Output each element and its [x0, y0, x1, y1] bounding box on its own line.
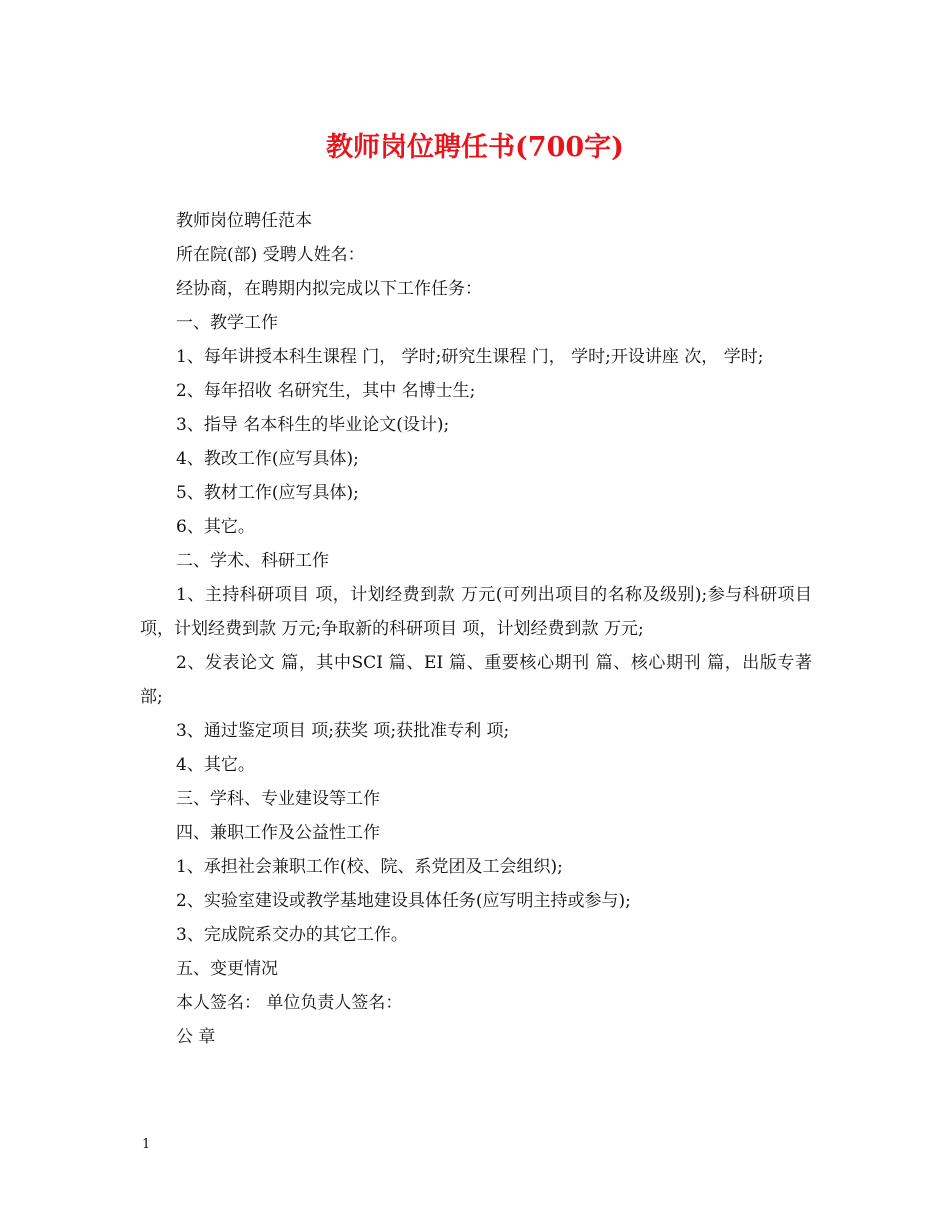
document-title: 教师岗位聘任书(700字) [326, 132, 624, 163]
list-item-social-roles: 1、承担社会兼职工作(校、院、系党团及工会组织); [176, 857, 563, 877]
signature-line: 本人签名： 单位负责人签名： [176, 993, 403, 1013]
section-heading-changes: 五、变更情况 [176, 959, 278, 979]
list-item-teaching-reform: 4、教改工作(应写具体); [176, 449, 359, 469]
list-item-research-other: 4、其它。 [176, 755, 255, 775]
list-item-assigned-work: 3、完成院系交办的其它工作。 [176, 925, 408, 945]
section-heading-teaching: 一、教学工作 [176, 313, 278, 333]
paragraph-template-name: 教师岗位聘任范本 [176, 211, 312, 231]
page-number: 1 [142, 1137, 151, 1152]
document-body [140, 204, 812, 1054]
paragraph-intro: 经协商，在聘期内拟完成以下工作任务： [176, 279, 482, 299]
list-item-courses: 1、每年讲授本科生课程 门， 学时;研究生课程 门， 学时;开设讲座 次， 学时; [176, 347, 764, 367]
section-heading-discipline: 三、学科、专业建设等工作 [176, 789, 380, 809]
list-item-awards-patents: 3、通过鉴定项目 项;获奖 项;获批准专利 项; [176, 721, 510, 741]
list-item-textbooks: 5、教材工作(应写具体); [176, 483, 359, 503]
official-seal-line: 公 章 [176, 1027, 216, 1047]
paragraph-department-name: 所在院(部) 受聘人姓名： [176, 245, 365, 265]
list-item-graduate-students: 2、每年招收 名研究生，其中 名博士生; [176, 381, 476, 401]
list-item-research-projects: 1、主持科研项目 项，计划经费到款 万元(可列出项目的名称及级别);参与科研项目 项，计划经费到款 万元;争取新的科研项目 项，计划经费到款 万元; [140, 585, 812, 639]
list-item-publications: 2、发表论文 篇，其中SCI 篇、EI 篇、重要核心期刊 篇、核心期刊 篇，出版专著 部; [140, 653, 812, 707]
list-item-teaching-other: 6、其它。 [176, 517, 255, 537]
section-heading-research: 二、学术、科研工作 [176, 551, 329, 571]
list-item-lab-construction: 2、实验室建设或教学基地建设具体任务(应写明主持或参与); [176, 891, 631, 911]
list-item-thesis-guidance: 3、指导 名本科生的毕业论文(设计); [176, 415, 450, 435]
section-heading-part-time: 四、兼职工作及公益性工作 [176, 823, 380, 843]
